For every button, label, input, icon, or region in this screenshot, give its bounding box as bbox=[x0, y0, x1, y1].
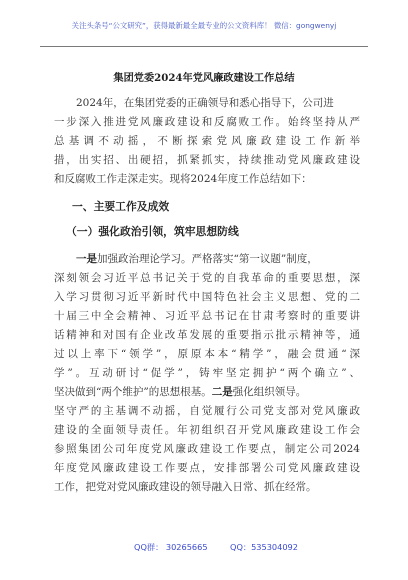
body-line-3: 入学习贯彻习近平新时代中国特色社会主义思想、党的二 bbox=[54, 291, 360, 303]
intro-line-5: 和反腐败工作走深走实。现将2024年度工作总结如下： bbox=[54, 173, 312, 185]
body-line-13: 工作，把党对党风廉政建设的领导融入日常、抓在经常。 bbox=[54, 481, 317, 493]
body-line-10: 建设的全面领导责任。年初组织召开党风廉政建设工作会 bbox=[54, 424, 360, 436]
section-heading: 一、主要工作及成效 bbox=[72, 200, 170, 213]
body-line-8-text: 坚决做到“两个维护”的思想根基。 bbox=[54, 386, 212, 398]
body-line-11: 参照集团公司年度党风廉政建设工作要点，制定公司2024 bbox=[54, 443, 360, 455]
document-title: 集团党委2024年党风廉政建设工作总结 bbox=[113, 72, 295, 84]
body-line-7: 学”。互动研讨“促学”，铸牢坚定拥护“两个确立”、 bbox=[54, 367, 360, 379]
body-line-4: 十届三中全会精神、习近平总书记在甘肃考察时的重要讲 bbox=[54, 310, 360, 322]
header-divider bbox=[40, 46, 368, 47]
lead-phrase-first: 一是 bbox=[76, 253, 97, 265]
body-line-1 bbox=[76, 252, 318, 266]
header-note: 关注头条号“公文研究”，获得最新最全最专业的公文资料库！ 微信：gongwenyj bbox=[71, 21, 337, 30]
body-line-6: 过以上率下“领学”，原原本本“精学”，融会贯通“深 bbox=[54, 348, 360, 360]
body-line-12: 年度党风廉政建设工作要点，安排部署公司党风廉政建设 bbox=[54, 462, 360, 474]
subsection-heading: （一）强化政治引领，筑牢思想防线 bbox=[66, 225, 239, 238]
intro-line-4: 措，出实招、出硬招，抓紧抓实，持续推动党风廉政建设 bbox=[54, 154, 360, 166]
intro-line-2: 一步深入推进党风廉政建设和反腐败工作。始终坚持从严 bbox=[54, 116, 360, 128]
footer-qq-contact: QQ：535304092 bbox=[230, 542, 298, 552]
body-line-1-text: 加强政治理论学习。严格落实“第一议题”制度， bbox=[97, 253, 318, 265]
intro-line-3: 总基调不动摇，不断探索党风廉政建设工作新举 bbox=[54, 135, 360, 147]
intro-line-1: 2024年，在集团党委的正确领导和悉心指导下，公司进 bbox=[76, 97, 334, 109]
lead-phrase-second: 二是 bbox=[211, 386, 233, 398]
body-line-8 bbox=[54, 385, 306, 399]
body-line-9: 坚守严的主基调不动摇，自觉履行公司党支部对党风廉政 bbox=[54, 405, 360, 417]
body-line-5: 话精神和对国有企业改革发展的重要指示批示精神等，通 bbox=[54, 329, 360, 341]
body-line-8-tail: 强化组织领导。 bbox=[232, 386, 307, 398]
body-line-2: 深刻领会习近平总书记关于党的自我革命的重要思想，深 bbox=[54, 272, 360, 284]
footer-qq-group: QQ群： 30265665 bbox=[134, 542, 208, 552]
